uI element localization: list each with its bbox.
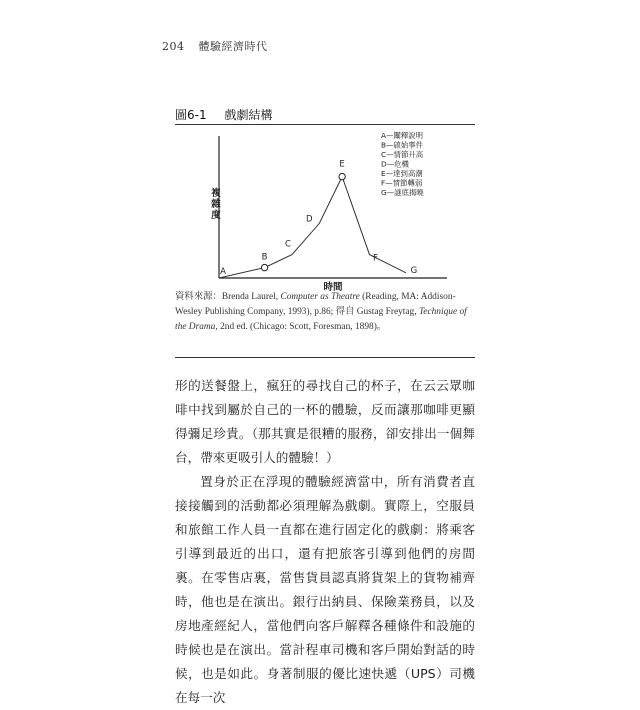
running-header: [162, 38, 268, 54]
point-label-e: E: [339, 159, 345, 170]
legend-item: C—情節升高: [381, 150, 424, 159]
caption-book-2: Technique of the Drama: [175, 307, 467, 332]
legend-item: A—闡釋說明: [381, 131, 424, 140]
figure-label: 圖6-1: [175, 108, 207, 122]
point-marker-b: [261, 264, 267, 270]
x-axis-label: 時間: [323, 282, 343, 291]
y-axis-label: 複雜度: [211, 188, 221, 221]
figure-name: 戲劇結構: [224, 108, 273, 122]
figure-caption: [175, 290, 475, 335]
page-number: 204: [162, 40, 185, 53]
caption-prefix: 資料來源：Brenda Laurel,: [175, 292, 281, 302]
paragraph-2: 置身於正在浮現的體驗經濟當中，所有消費者直接接觸到的活動都必須理解為戲劇。實際上，空服員和旅館工作人員一直都在進行固定化的戲劇：將乘客引導到最近的出口，還有把旅客引導到他們的房間裏。在零售店裏，當售貨員認真將貨架上的貨物補齊時，他也是在演出。銀行出納員、保險業務員，以及房地產經紀人，當他們向客戶解釋各種條件和設施的時候也是在演出。當計程車司機和客戶開始對話的時候，也是如此。身著制服的優比速快遞（UPS）司機在每一次: [175, 474, 475, 705]
book-title: 體驗經濟時代: [198, 40, 268, 53]
legend-item: G—謎底揭曉: [381, 188, 424, 197]
figure-top-rule: [175, 124, 475, 125]
caption-middle: (Reading, MA: Addison-Wesley Publishing Company, 1993), p.86; 得自 Gustag Freytag,: [175, 292, 456, 317]
point-marker-e: [339, 173, 345, 179]
point-label-g: G: [410, 265, 418, 276]
figure-title: [175, 106, 272, 123]
legend-item: F—情節轉弱: [381, 178, 423, 188]
legend-item: D—危機: [381, 159, 409, 169]
point-label-a: A: [220, 267, 226, 277]
figure-bottom-rule: [175, 357, 475, 358]
paragraph-1: 形的送餐盤上，瘋狂的尋找自己的杯子，在云云眾咖啡中找到屬於自己的一杯的體驗，反而讓那咖啡更顯得彌足珍貴。（那其實是很糟的服務，卻安排出一個舞台，帶來更吸引人的體驗！）: [175, 378, 475, 465]
legend-item: E—達到高潮: [381, 169, 423, 178]
point-label-f: F: [373, 253, 378, 264]
caption-book-1: Computer as Theatre: [280, 292, 360, 302]
drama-structure-chart: [175, 126, 475, 291]
legend-item: B—啟始事件: [381, 140, 424, 150]
body-text: [175, 374, 475, 710]
point-label-b: B: [261, 252, 268, 263]
point-label-c: C: [284, 239, 291, 250]
point-label-d: D: [306, 214, 313, 225]
chart-legend: [381, 131, 424, 197]
caption-suffix: , 2nd ed. (Chicago: Scott, Foresman, 1898)。: [215, 322, 387, 332]
